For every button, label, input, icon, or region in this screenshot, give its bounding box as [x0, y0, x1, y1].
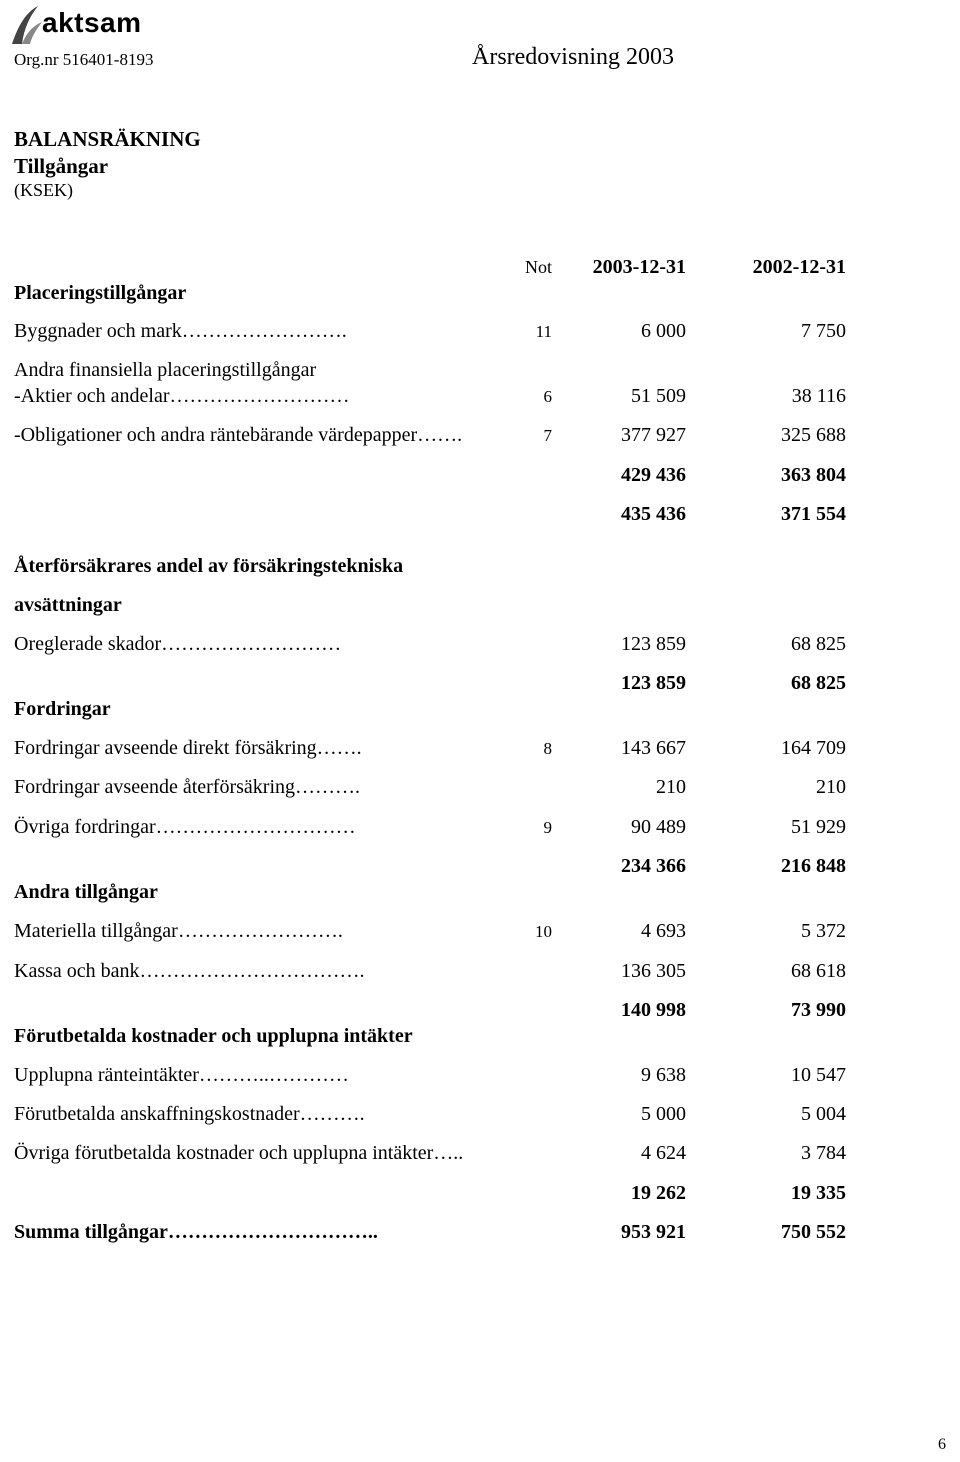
table-row: [0, 920, 960, 946]
table-row: [0, 633, 960, 659]
subtotal-value-2003: 140 998: [621, 999, 686, 1021]
row-label: Förutbetalda anskaffningskostnader……….: [14, 1103, 365, 1125]
subtotal-value-2002: 19 335: [791, 1182, 846, 1204]
row-value-2002: 68 825: [791, 633, 846, 655]
row-note: 10: [535, 922, 552, 941]
row-value-2002: 38 116: [791, 385, 846, 407]
table-row: [0, 816, 960, 842]
row-note: 11: [535, 322, 552, 341]
section-heading: Fordringar: [14, 698, 111, 720]
year2-column-header: 2002-12-31: [752, 256, 846, 278]
subtotal-value-2003: 19 262: [631, 1182, 686, 1204]
row-label: Andra finansiella placeringstillgångar: [14, 359, 317, 381]
section-heading: avsättningar: [14, 594, 122, 616]
row-note: 8: [543, 739, 552, 758]
table-row: [0, 1064, 960, 1090]
row-value-2002: 7 750: [801, 320, 846, 342]
row-value-2003: 377 927: [621, 424, 686, 446]
section-heading: Förutbetalda kostnader och upplupna intäkter: [14, 1025, 413, 1047]
subtotal-value-2002: 363 804: [781, 464, 846, 486]
total-value-2002: 750 552: [781, 1221, 846, 1243]
total-label: Summa tillgångar…………………………..: [14, 1221, 378, 1243]
row-label: -Aktier och andelar………………………: [14, 385, 350, 407]
statement-title: BALANSRÄKNING: [14, 127, 201, 151]
row-label: Övriga fordringar…………………………: [14, 816, 356, 838]
row-label: Fordringar avseende direkt försäkring…….: [14, 737, 362, 759]
section-heading: Återförsäkrares andel av försäkringstekniska: [14, 555, 404, 577]
table-row: [0, 359, 960, 385]
subtotal-value-2002: 216 848: [781, 855, 846, 877]
row-value-2003: 123 859: [621, 633, 686, 655]
row-label: Upplupna ränteintäkter………..…………: [14, 1064, 349, 1086]
subtotal-value-2002: 73 990: [791, 999, 846, 1021]
currency-unit: (KSEK): [14, 180, 73, 200]
table-row: [0, 424, 960, 450]
row-note: 6: [543, 387, 552, 406]
section-heading: Andra tillgångar: [14, 881, 158, 903]
year1-column-header: 2003-12-31: [592, 256, 686, 278]
subtotal-value-2002: 371 554: [781, 503, 846, 525]
subtotal-row: [0, 855, 960, 881]
section-heading-row: [0, 698, 960, 724]
subtotal-value-2002: 68 825: [791, 672, 846, 694]
section-heading-row: [0, 881, 960, 907]
table-row: [0, 385, 960, 411]
row-note: 7: [543, 426, 552, 445]
row-note: 9: [543, 818, 552, 837]
org-number: Org.nr 516401-8193: [14, 50, 154, 69]
subtotal-value-2003: 123 859: [621, 672, 686, 694]
subtotal-row: [0, 672, 960, 698]
section-heading-row: [0, 282, 960, 308]
row-label: -Obligationer och andra räntebärande värdepapper…….: [14, 424, 463, 446]
total-value-2003: 953 921: [621, 1221, 686, 1243]
row-value-2002: 210: [816, 776, 846, 798]
page-number: 6: [938, 1436, 946, 1453]
table-row: [0, 737, 960, 763]
row-value-2003: 210: [656, 776, 686, 798]
row-value-2002: 10 547: [791, 1064, 846, 1086]
table-row: [0, 960, 960, 986]
total-row: [0, 1221, 960, 1247]
row-label: Oreglerade skador………………………: [14, 633, 342, 655]
section-heading-row: [0, 1025, 960, 1051]
row-value-2002: 68 618: [791, 960, 846, 982]
table-row: [0, 1142, 960, 1168]
subtotal-row: [0, 1182, 960, 1208]
row-value-2003: 136 305: [621, 960, 686, 982]
section-heading-row: [0, 555, 960, 581]
table-row: [0, 776, 960, 802]
row-value-2002: 164 709: [781, 737, 846, 759]
row-value-2003: 5 000: [641, 1103, 686, 1125]
row-label: Fordringar avseende återförsäkring……….: [14, 776, 360, 798]
subtotal-row: [0, 999, 960, 1025]
row-label: Övriga förutbetalda kostnader och upplupna intäkter…..: [14, 1142, 464, 1164]
statement-subtitle: Tillgångar: [14, 154, 109, 178]
table-row: [0, 1103, 960, 1129]
row-label: Byggnader och mark…………………….: [14, 320, 347, 342]
logo-text: aktsam: [42, 7, 142, 38]
subtotal-row: [0, 503, 960, 529]
row-value-2003: 143 667: [621, 737, 686, 759]
note-column-header: Not: [525, 257, 552, 277]
subtotal-value-2003: 435 436: [621, 503, 686, 525]
document-title: Årsredovisning 2003: [472, 44, 674, 70]
row-label: Materiella tillgångar…………………….: [14, 920, 343, 942]
row-value-2003: 9 638: [641, 1064, 686, 1086]
column-header-row: [0, 256, 960, 282]
row-value-2002: 5 004: [801, 1103, 846, 1125]
row-value-2003: 4 693: [641, 920, 686, 942]
row-value-2003: 90 489: [631, 816, 686, 838]
aktsam-logo: [8, 4, 158, 48]
row-value-2002: 5 372: [801, 920, 846, 942]
row-value-2003: 6 000: [641, 320, 686, 342]
table-row: [0, 320, 960, 346]
subtotal-value-2003: 234 366: [621, 855, 686, 877]
section-heading: Placeringstillgångar: [14, 282, 187, 304]
section-heading-row: [0, 594, 960, 620]
row-value-2002: 3 784: [801, 1142, 846, 1164]
row-value-2002: 51 929: [791, 816, 846, 838]
subtotal-row: [0, 464, 960, 490]
row-value-2002: 325 688: [781, 424, 846, 446]
subtotal-value-2003: 429 436: [621, 464, 686, 486]
row-label: Kassa och bank…………………………….: [14, 960, 365, 982]
row-value-2003: 4 624: [641, 1142, 686, 1164]
row-value-2003: 51 509: [631, 385, 686, 407]
